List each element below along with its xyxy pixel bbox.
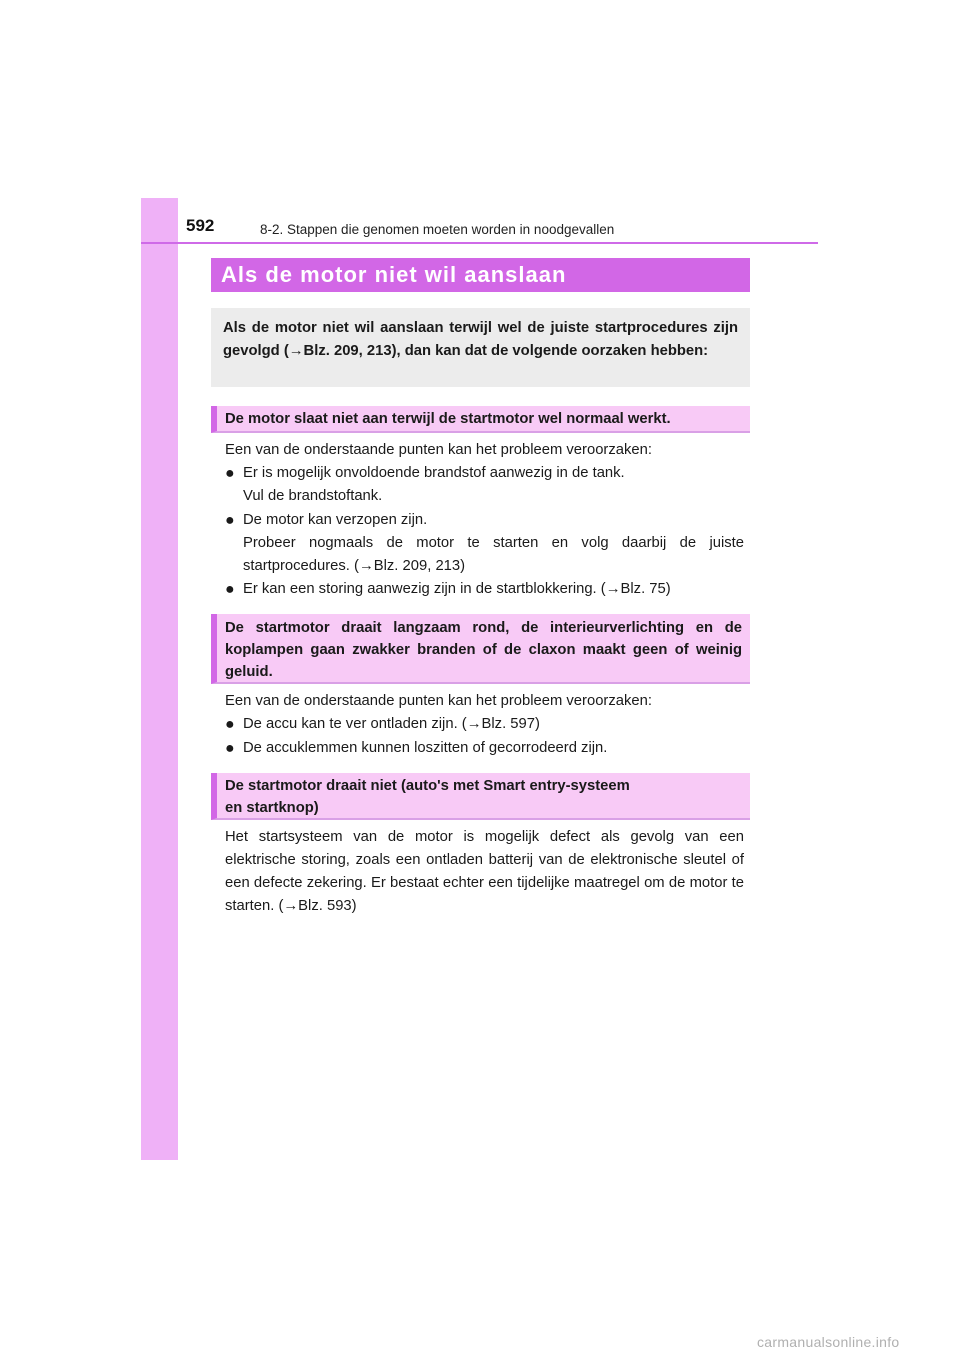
section-title: Als de motor niet wil aanslaan xyxy=(211,258,750,292)
section-path: 8-2. Stappen die genomen moeten worden in noodgevallen xyxy=(260,222,615,237)
list-item xyxy=(243,462,744,508)
watermark: carmanualsonline.info xyxy=(757,1334,900,1350)
list-item-subtext: Probeer nogmaals de motor te starten en volg daarbij de juiste startprocedures. (→Blz. 209, 213) xyxy=(243,535,744,574)
intro-box: Als de motor niet wil aanslaan terwijl wel de juiste startprocedures zijn gevolgd (→Blz. 209, 213), dan kan dat de volgende oorzaken hebben: xyxy=(211,308,750,387)
subheading-3 xyxy=(211,773,750,820)
list-item xyxy=(243,578,744,601)
subheading-1: De motor slaat niet aan terwijl de startmotor wel normaal werkt. xyxy=(211,406,750,433)
list-item-text: De accu kan te ver ontladen zijn. (→Blz. 597) xyxy=(243,716,540,732)
list-item-text: De accuklemmen kunnen loszitten of gecorrodeerd zijn. xyxy=(243,740,608,756)
list-item xyxy=(243,737,744,760)
body-paragraph: Het startsysteem van de motor is mogelijk defect als gevolg van een elektrische storing, zoals een ontladen batterij van de elektronische sleutel of een defecte zekering. Er bestaat echter een tijdelijke maatregel om de motor te starten. (→Blz. 593) xyxy=(225,829,744,914)
subheading-2: De startmotor draait langzaam rond, de interieurverlichting en de koplampen gaan zwakker branden of de claxon maakt geen of weinig geluid. xyxy=(211,614,750,684)
bullet-icon: ● xyxy=(225,716,235,733)
subheading-3-line2: en startknop) xyxy=(225,800,319,816)
bullet-icon: ● xyxy=(225,465,235,482)
lead-text-2: Een van de onderstaande punten kan het probleem veroorzaken: xyxy=(225,693,652,709)
page-number: 592 xyxy=(186,216,215,235)
bullet-icon: ● xyxy=(225,512,235,529)
list-item xyxy=(243,713,744,736)
list-item-subtext: Vul de brandstoftank. xyxy=(243,488,383,504)
header-rule xyxy=(141,242,818,244)
list-item-text: Er is mogelijk onvoldoende brandstof aanwezig in de tank. xyxy=(243,465,625,481)
side-tab xyxy=(141,198,178,1160)
list-item xyxy=(243,509,744,578)
list-item-text: De motor kan verzopen zijn. xyxy=(243,512,428,528)
bullet-icon: ● xyxy=(225,581,235,598)
lead-text-1: Een van de onderstaande punten kan het probleem veroorzaken: xyxy=(225,442,652,458)
list-item-text: Er kan een storing aanwezig zijn in de startblokkering. (→Blz. 75) xyxy=(243,581,671,597)
subheading-3-line1: De startmotor draait niet (auto's met Smart entry-systeem xyxy=(225,778,630,794)
bullet-icon: ● xyxy=(225,740,235,757)
